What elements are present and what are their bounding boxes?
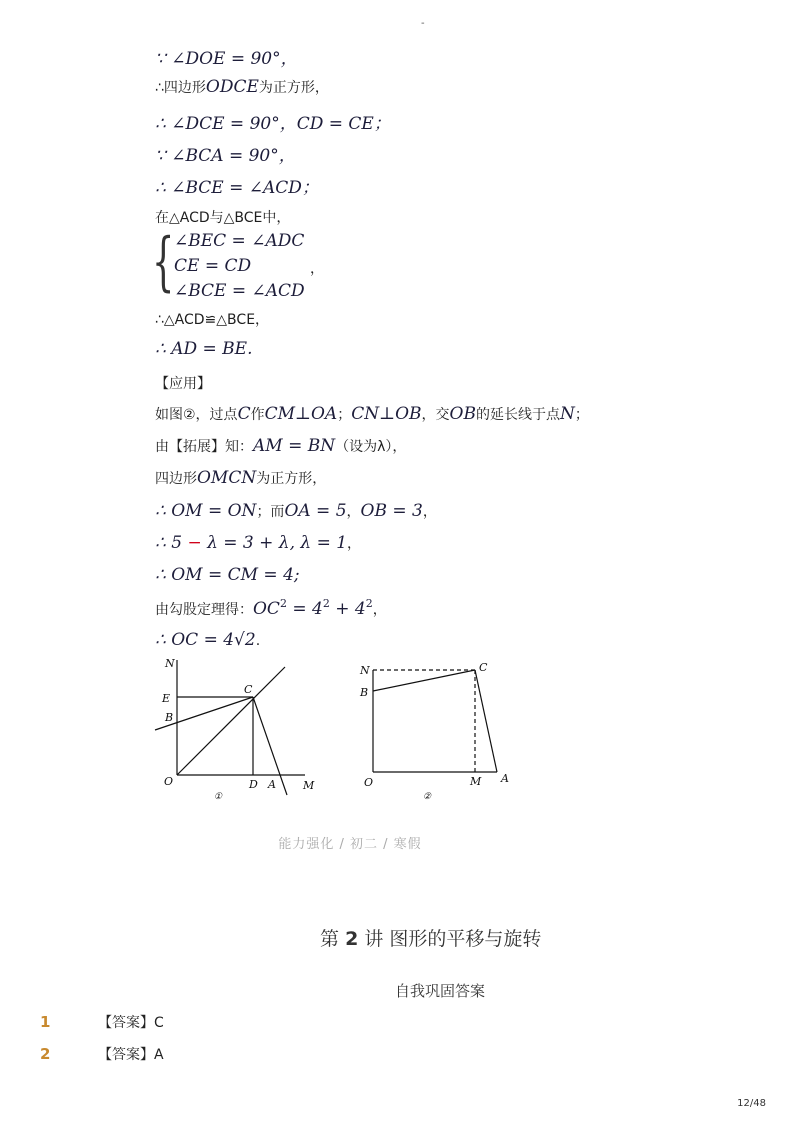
system-eq-1: ∠BEC = ∠ADC <box>174 231 305 251</box>
proof-line-4: ∵ ∠BCA = 90°， <box>155 146 296 166</box>
application-line-2: 由【拓展】知：AM = BN（设为λ）， <box>155 436 407 456</box>
application-line-5: ∴ 5 − λ = 3 + λ, λ = 1， <box>155 533 362 553</box>
application-line-6: ∴ OM = CM = 4; <box>155 565 300 585</box>
fig1-label-D: D <box>249 778 258 791</box>
fig1-label-M: M <box>303 779 315 792</box>
proof-line-1: ∵ ∠DOE = 90°， <box>155 49 298 69</box>
fig2-side-BC <box>373 670 475 691</box>
proof-line-3: ∴ ∠DCE = 90°，CD = CE； <box>155 114 391 134</box>
fig2-side-CA <box>475 670 497 772</box>
footer-subtitle: 能力强化 / 初二 / 寒假 <box>278 837 422 852</box>
fig1-label-N: N <box>165 657 175 670</box>
fig2-label-O: O <box>364 776 374 789</box>
application-heading: 【应用】 <box>155 376 211 392</box>
page-number: 12/48 <box>737 1098 766 1109</box>
proof-line-5: ∴ ∠BCE = ∠ACD； <box>155 178 319 198</box>
fig1-label-A: A <box>268 778 276 791</box>
fig2-label-C: C <box>479 661 488 674</box>
system-comma: ， <box>310 261 324 277</box>
fig2-label-M: M <box>470 775 482 788</box>
fig1-label-E: E <box>162 692 171 705</box>
system-brace: { <box>152 225 175 299</box>
system-eq-3: ∠BCE = ∠ACD <box>174 281 305 301</box>
proof-line-2: ∴四边形ODCE为正方形， <box>155 77 329 97</box>
fig2-label-A: A <box>501 772 509 785</box>
figure-1 <box>150 655 330 805</box>
fig1-line-OC <box>177 667 285 775</box>
answer-item: 1 【答案】C <box>40 1013 164 1031</box>
system-eq-2: CE = CD <box>174 256 252 276</box>
top-mark: - <box>421 18 425 29</box>
fig2-caption: ② <box>423 792 432 802</box>
application-line-3: 四边形OMCN为正方形， <box>155 468 327 488</box>
application-line-1: 如图②，过点C作CM⊥OA；CN⊥OB，交OB的延长线于点N； <box>155 404 589 424</box>
figure-2 <box>355 655 525 805</box>
fig2-label-B: B <box>360 686 369 699</box>
proof-line-7: ∴△ACD≌△BCE， <box>155 312 270 328</box>
proof-line-8: ∴ AD = BE. <box>155 339 253 359</box>
proof-line-6: 在△ACD与△BCE中， <box>155 210 291 226</box>
fig1-label-O: O <box>164 775 174 788</box>
application-line-8: ∴ OC = 4√2. <box>155 630 261 650</box>
application-line-4: ∴ OM = ON；而OA = 5，OB = 3， <box>155 501 437 521</box>
fig2-label-N: N <box>360 664 370 677</box>
chapter-title: 第 2 讲 图形的平移与旋转 <box>320 928 542 950</box>
fig1-label-B: B <box>165 711 174 724</box>
section-title: 自我巩固答案 <box>394 982 485 1000</box>
answer-item: 2 【答案】A <box>40 1045 164 1063</box>
application-line-7: 由勾股定理得：$OC^2 = 4^2 + 4^2$， <box>155 597 387 619</box>
fig1-caption: ① <box>214 792 223 802</box>
fig1-label-C: C <box>244 683 253 696</box>
